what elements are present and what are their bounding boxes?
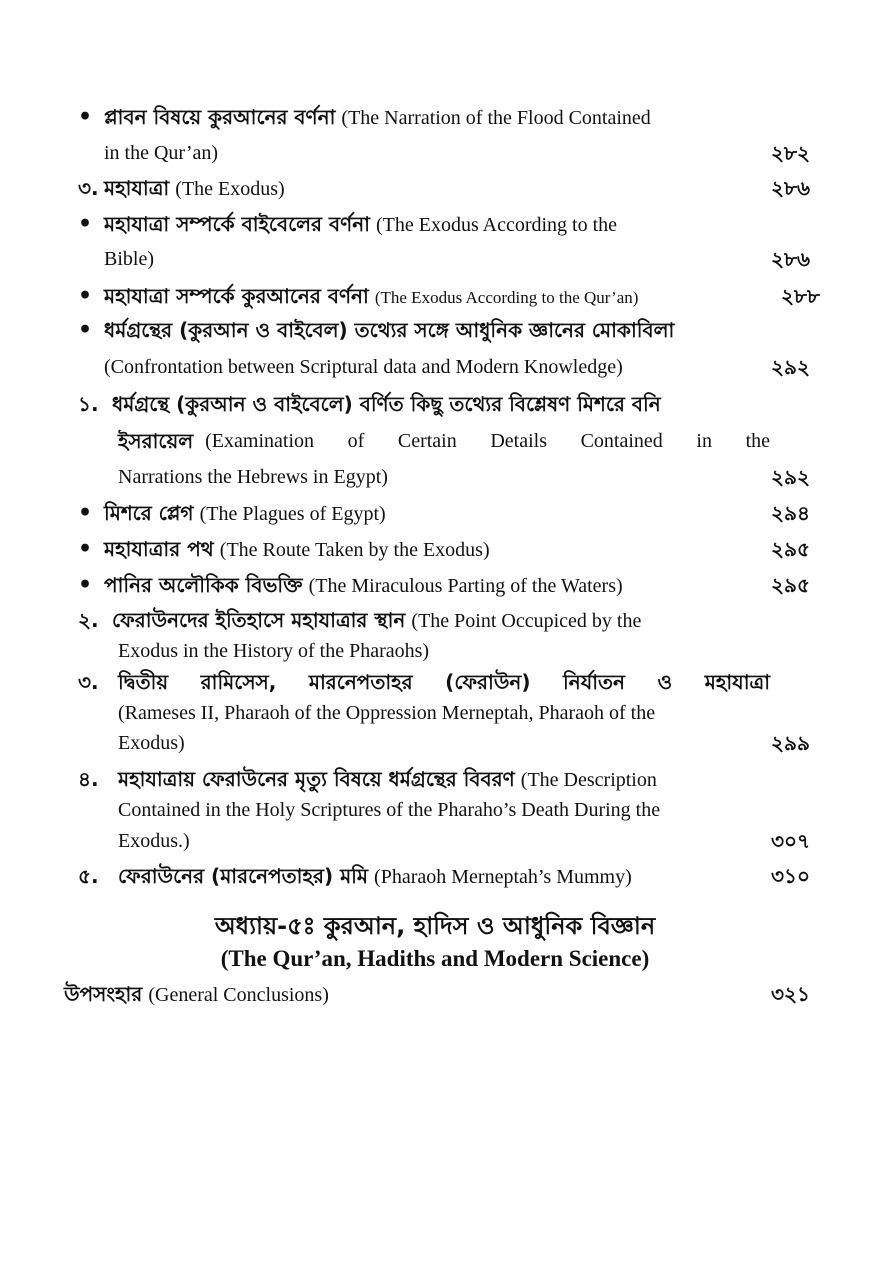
page-number: ২৮৬ xyxy=(771,176,810,200)
bullet: • xyxy=(78,536,93,562)
page-number: ৩২১ xyxy=(771,982,810,1006)
page-number: ২৯৪ xyxy=(771,501,810,525)
entry-title-bn: ধর্মগ্রন্থের (কুরআন ও বাইবেল) তথ্যের সঙ্গে আধুনিক জ্ঞানের মোকাবিলা xyxy=(104,318,675,342)
entry-title-bn: দ্বিতীয় রামিসেস, মারনেপতাহর (ফেরাউন) নির্যাতন ও মহাযাত্রা xyxy=(118,670,770,694)
entry-title-bn: মহাযাত্রা সম্পর্কে বাইবেলের বর্ণনা xyxy=(104,212,370,236)
entry-title-en: (Pharaoh Merneptah’s Mummy) xyxy=(374,866,632,888)
entry-number: ৪. xyxy=(78,767,99,791)
page-number: ৩০৭ xyxy=(770,829,810,853)
entry-title-en: (The Point Occupiced by the xyxy=(411,610,642,632)
entry-title-bn: ইসরায়েল xyxy=(118,429,194,453)
entry-title-en: (The Miraculous Parting of the Waters) xyxy=(308,575,623,597)
entry-title-en: Narrations the Hebrews in Egypt) xyxy=(118,466,388,488)
entry-title-en: (Rameses II, Pharaoh of the Oppression Merneptah, Pharaoh of the xyxy=(118,702,656,724)
entry-title-bn: ধর্মগ্রন্থে (কুরআন ও বাইবেলে) বর্ণিত কিছু তথ্যের বিশ্লেষণ মিশরে বনি xyxy=(112,392,661,416)
entry-title-en: (The Route Taken by the Exodus) xyxy=(219,539,490,561)
entry-title-en: in the Qur’an) xyxy=(104,142,219,164)
entry-title-en: (The Exodus According to the xyxy=(375,214,618,236)
page-number: ২৮২ xyxy=(771,141,810,165)
bullet: • xyxy=(78,283,93,309)
entry-title-bn: উপসংহার xyxy=(64,982,143,1006)
entry-title-bn: মহাযাত্রায় ফেরাউনের মৃত্যু বিষয়ে ধর্মগ্রন্থের বিবরণ xyxy=(118,767,515,791)
entry-title-bn: ফেরাউনদের ইতিহাসে মহাযাত্রার স্থান xyxy=(112,608,406,632)
bullet: • xyxy=(78,317,93,343)
entry-title-en: (The Narration of the Flood Contained xyxy=(341,107,651,129)
entry-title-en: Exodus.) xyxy=(118,830,190,852)
chapter-title-en: (The Qur’an, Hadiths and Modern Science) xyxy=(220,946,650,971)
entry-number: ৩. xyxy=(78,670,99,694)
chapter-title-bn: অধ্যায়-৫ঃ কুরআন, হাদিস ও আধুনিক বিজ্ঞান xyxy=(214,912,656,940)
entry-title-bn: মিশরে প্লেগ xyxy=(104,501,194,525)
entry-title-en: (General Conclusions) xyxy=(148,984,329,1006)
entry-title-en: (Examination of Certain Details Contained in the xyxy=(205,430,770,452)
entry-title-en: Bible) xyxy=(104,248,154,270)
entry-title-en: (Confrontation between Scriptural data and Modern Knowledge) xyxy=(104,356,623,378)
entry-number: ৩. xyxy=(78,176,99,200)
entry-title-en: Contained in the Holy Scriptures of the Pharaho’s Death During the xyxy=(118,799,661,821)
entry-title-en: (The Exodus According to the Qur’an) xyxy=(374,288,639,307)
page-number: ৩১০ xyxy=(771,864,810,888)
page-number: ২৮৮ xyxy=(781,284,820,308)
entry-title-bn: মহাযাত্রা xyxy=(104,176,170,200)
bullet: • xyxy=(78,211,93,237)
bullet: • xyxy=(78,104,93,130)
entry-number: ৫. xyxy=(78,864,99,888)
entry-number: ১. xyxy=(78,392,99,416)
entry-title-bn: ফেরাউনের (মারনেপতাহর) মমি xyxy=(118,864,368,888)
entry-title-en: Exodus in the History of the Pharaohs) xyxy=(118,640,430,662)
page-number: ২৯৫ xyxy=(771,573,810,597)
bullet: • xyxy=(78,500,93,526)
entry-number: ২. xyxy=(78,608,99,632)
entry-title-en: (The Plagues of Egypt) xyxy=(199,503,386,525)
entry-title-bn: মহাযাত্রার পথ xyxy=(104,537,214,561)
bullet: • xyxy=(78,572,93,598)
entry-title-en: (The Description xyxy=(520,769,657,791)
page-number: ২৯২ xyxy=(771,465,810,489)
page-number: ২৯৯ xyxy=(771,731,810,755)
entry-title-en: Exodus) xyxy=(118,732,185,754)
entry-title-bn: মহাযাত্রা সম্পর্কে কুরআনের বর্ণনা xyxy=(104,284,369,308)
entry-title-bn: প্লাবন বিষয়ে কুরআনের বর্ণনা xyxy=(104,105,336,129)
entry-title-bn: পানির অলৌকিক বিভক্তি xyxy=(104,573,303,597)
entry-title-en: (The Exodus) xyxy=(175,178,285,200)
page-number: ২৯৫ xyxy=(771,537,810,561)
page-number: ২৯২ xyxy=(771,355,810,379)
page-number: ২৮৬ xyxy=(771,247,810,271)
